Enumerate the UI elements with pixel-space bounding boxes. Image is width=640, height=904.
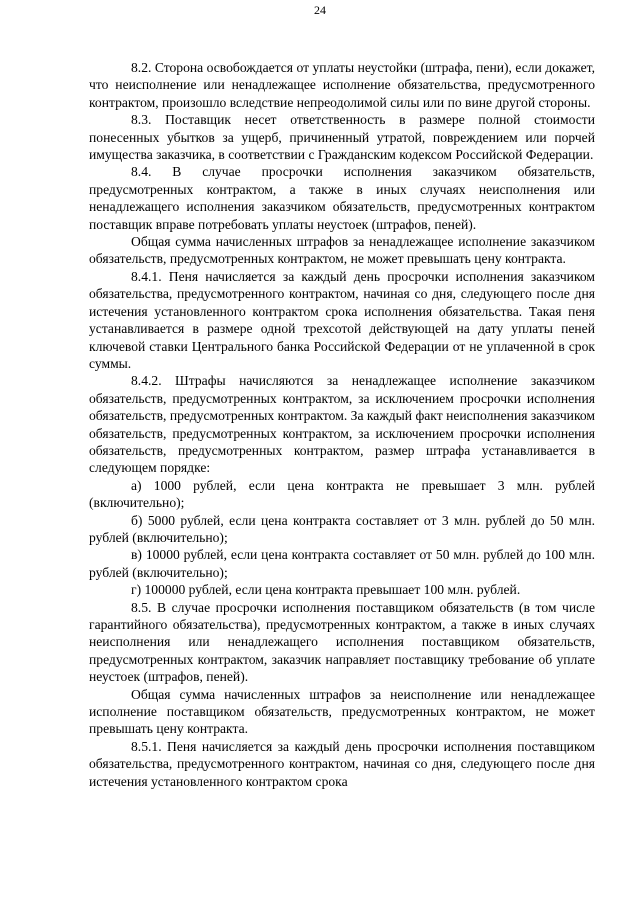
page-number: 24	[314, 3, 326, 17]
paragraph-8-5: 8.5. В случае просрочки исполнения поставщиком обязательств (в том числе гарантийного обязательства), предусмотренных контрактом, а также в иных случаях неисполнения или ненадлежащего исполнения поставщиком обязательств, предусмотренных контрактом, заказчик направляет поставщику требование об уплате неустоек (штрафов, пеней).	[89, 599, 595, 685]
list-item-g: г) 100000 рублей, если цена контракта превышает 100 млн. рублей.	[131, 582, 521, 598]
paragraph-8-2: 8.2. Сторона освобождается от уплаты неустойки (штрафа, пени), если докажет, что неисполнение или ненадлежащее исполнение обязательства, предусмотренного контрактом, произошло вследствие непреодолимой силы или по вине другой стороны.	[89, 60, 595, 110]
paragraph-8-5-1: 8.5.1. Пеня начисляется за каждый день просрочки исполнения поставщиком обязательства, предусмотренного контрактом, начиная со дня, следующего после дня истечения установленного контрактом срока	[89, 738, 595, 789]
list-item-b: б) 5000 рублей, если цена контракта составляет от 3 млн. рублей до 50 млн. рублей (включительно);	[89, 512, 595, 545]
paragraph-8-4-total: Общая сумма начисленных штрафов за ненадлежащее исполнение заказчиком обязательств, предусмотренных контрактом, не может превышать цену контракта.	[89, 234, 595, 267]
paragraph-8-4-2: 8.4.2. Штрафы начисляются за ненадлежащее исполнение заказчиком обязательств, предусмотренных контрактом, за исключением просрочки исполнения обязательств, предусмотренных контрактом. За каждый факт неисполнения заказчиком обязательств, предусмотренных контрактом, за исключением просрочки исполнения обязательств, предусмотренных контрактом, размер штрафа устанавливается в следующем порядке:	[89, 373, 595, 476]
paragraph-8-5-total: Общая сумма начисленных штрафов за неисполнение или ненадлежащее исполнение поставщиком обязательств, предусмотренных контрактом, не может превышать цену контракта.	[89, 686, 595, 737]
list-item-v: в) 10000 рублей, если цена контракта составляет от 50 млн. рублей до 100 млн. рублей (включительно);	[89, 547, 595, 580]
paragraph-8-4: 8.4. В случае просрочки исполнения заказчиком обязательств, предусмотренных контрактом, а также в иных случаях неисполнения или ненадлежащего исполнения заказчиком обязательств, предусмотренных контрактом поставщик вправе потребовать уплаты неустоек (штрафов, пеней).	[89, 164, 595, 232]
document-body	[89, 59, 595, 790]
paragraph-8-4-1: 8.4.1. Пеня начисляется за каждый день просрочки исполнения заказчиком обязательства, предусмотренного контрактом, начиная со дня, следующего после дня истечения установленного контрактом срока исполнения обязательства. Такая пеня устанавливается в размере одной трехсотой действующей на дату уплаты пеней ключевой ставки Центрального банка Российской Федерации от не уплаченной в срок суммы.	[89, 268, 595, 371]
list-item-a: а) 1000 рублей, если цена контракта не превышает 3 млн. рублей (включительно);	[89, 477, 595, 511]
paragraph-8-3: 8.3. Поставщик несет ответственность в размере полной стоимости понесенных убытков за ущерб, причиненный утратой, повреждением или порчей имущества заказчика, в соответствии с Гражданским кодексом Российской Федерации.	[89, 112, 595, 163]
